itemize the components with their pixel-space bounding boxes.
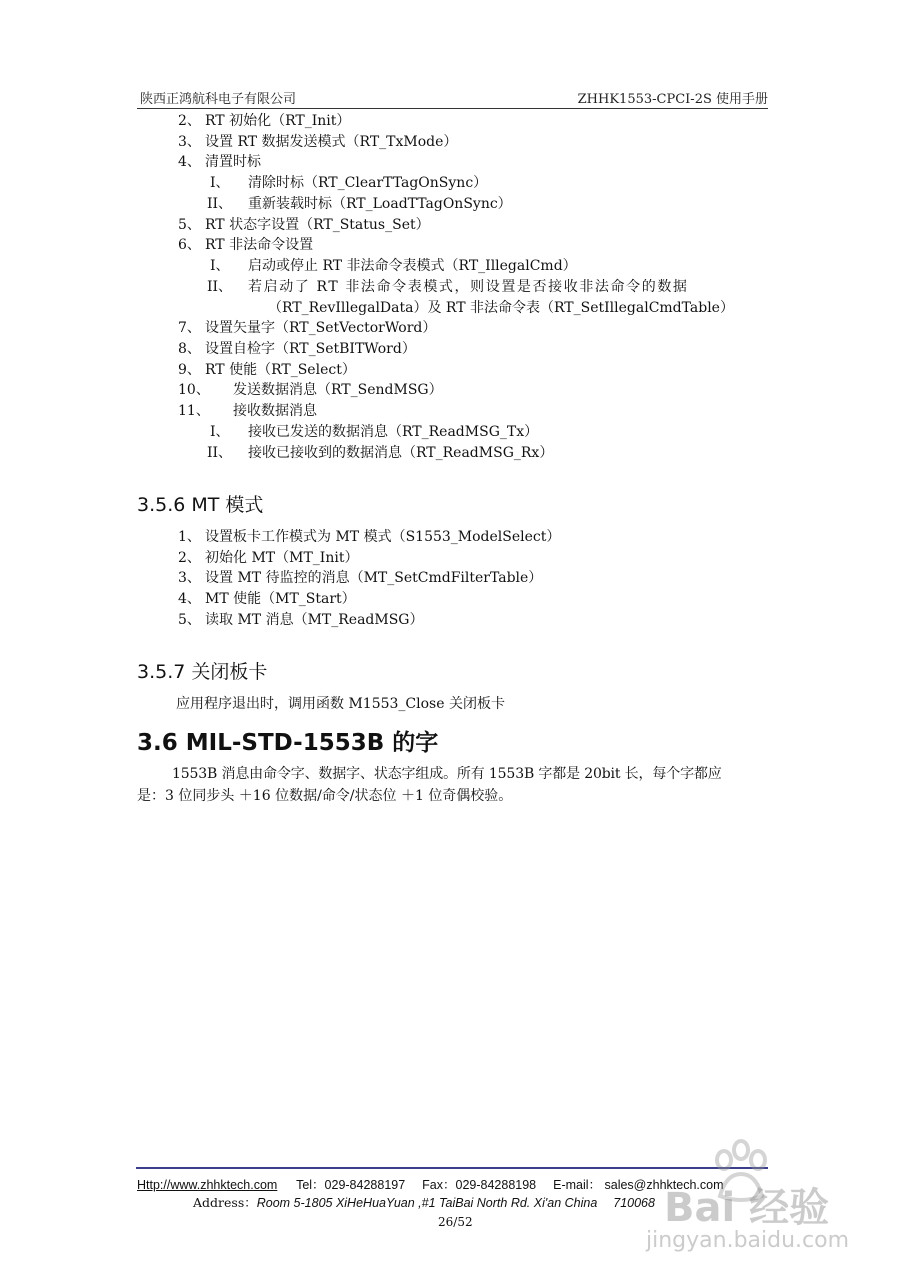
list-item: 11、 接收数据消息 xyxy=(178,403,317,419)
page-number: 26/52 xyxy=(438,1215,473,1229)
list-item: 2、 初始化 MT（MT_Init） xyxy=(178,550,359,566)
list-item: II、 接收已接收到的数据消息（RT_ReadMSG_Rx） xyxy=(207,445,554,461)
website-link[interactable]: Http://www.zhhktech.com xyxy=(137,1178,278,1192)
baidu-jingyan-watermark xyxy=(646,1138,866,1258)
address-label: Address： xyxy=(193,1195,257,1210)
list-item: 3、 设置 RT 数据发送模式（RT_TxMode） xyxy=(178,134,458,150)
header-manual-title: ZHHK1553-CPCI-2S 使用手册 xyxy=(577,92,768,107)
footer-email[interactable]: E-mail： sales@zhhktech.com xyxy=(553,1178,724,1192)
section-body-line: 是：3 位同步头 ＋16 位数据/命令/状态位 ＋1 位奇偶校验。 xyxy=(137,788,513,804)
list-item: 4、 清置时标 xyxy=(178,154,261,170)
section-body: 应用程序退出时，调用函数 M1553_Close 关闭板卡 xyxy=(176,696,505,712)
section-heading-3-5-6: 3.5.6 MT 模式 xyxy=(137,494,264,516)
list-item: I、 清除时标（RT_ClearTTagOnSync） xyxy=(210,175,488,191)
watermark-logo: Bai 经验 xyxy=(664,1185,830,1231)
list-item: 7、 设置矢量字（RT_SetVectorWord） xyxy=(178,320,437,336)
section-body-line: 1553B 消息由命令字、数据字、状态字组成。所有 1553B 字都是 20bit 长，每个字都应 xyxy=(172,766,722,782)
list-item: 2、 RT 初始化（RT_Init） xyxy=(178,113,351,129)
list-item: 9、 RT 使能（RT_Select） xyxy=(178,362,356,378)
list-item: II、 若启动了 RT 非法命令表模式，则设置是否接收非法命令的数据 xyxy=(207,279,689,295)
list-item: 5、 读取 MT 消息（MT_ReadMSG） xyxy=(178,612,424,628)
list-item: 3、 设置 MT 待监控的消息（MT_SetCmdFilterTable） xyxy=(178,570,543,586)
footer-fax: Fax：029-84288198 xyxy=(422,1178,537,1192)
list-item: II、 重新装载时标（RT_LoadTTagOnSync） xyxy=(207,196,512,212)
footer-tel: Tel：029-84288197 xyxy=(296,1178,406,1192)
list-item: 8、 设置自检字（RT_SetBITWord） xyxy=(178,341,416,357)
header-company: 陕西正鸿航科电子有限公司 xyxy=(140,92,297,107)
list-item: 1、 设置板卡工作模式为 MT 模式（S1553_ModelSelect） xyxy=(178,529,561,545)
address-text: Room 5-1805 XiHeHuaYuan ,#1 TaiBai North Rd. Xi'an China xyxy=(256,1196,598,1210)
list-item: 10、 发送数据消息（RT_SendMSG） xyxy=(178,382,443,398)
section-heading-3-5-7: 3.5.7 关闭板卡 xyxy=(137,661,268,683)
footer-contact xyxy=(137,1175,724,1193)
list-item: I、 接收已发送的数据消息（RT_ReadMSG_Tx） xyxy=(210,424,539,440)
header-rule xyxy=(137,108,768,109)
address-zip: 710068 xyxy=(613,1196,655,1210)
list-item-continuation: （RT_RevIllegalData）及 RT 非法命令表（RT_SetIllegalCmdTable） xyxy=(268,300,734,316)
footer-address xyxy=(193,1193,655,1211)
list-item: 6、 RT 非法命令设置 xyxy=(178,237,314,253)
section-heading-3-6: 3.6 MIL-STD-1553B 的字 xyxy=(137,730,439,756)
list-item: 4、 MT 使能（MT_Start） xyxy=(178,591,356,607)
list-item: I、 启动或停止 RT 非法命令表模式（RT_IllegalCmd） xyxy=(210,258,577,274)
watermark-url: jingyan.baidu.com xyxy=(646,1228,850,1253)
list-item: 5、 RT 状态字设置（RT_Status_Set） xyxy=(178,217,430,233)
